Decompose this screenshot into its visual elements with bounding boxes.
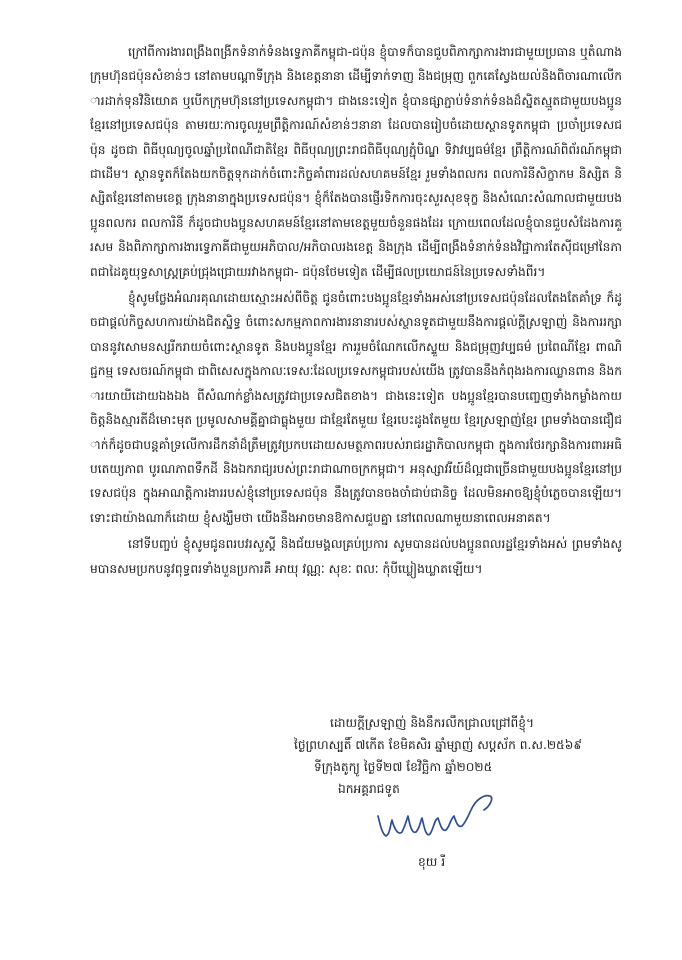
handwritten-signature bbox=[372, 786, 512, 846]
signer-name: ខុយ រី bbox=[418, 855, 446, 869]
paragraph-1: ក្រៅពីការងារពង្រឹងពង្រីកទំនាក់ទំនងទ្វេភាគីកម្ពុជា-ជប៉ុន ខ្ញុំបាទក៏បានជួបពិភាក្សាការងារជាមួយប្រធាន ឬតំណាងក្រុមហ៊ុនជប៉ុនសំខាន់ៗ នៅតាមបណ្តាទីក្រុង និងខេត្តនានា ដើម្បីទាក់ទាញ និងជម្រុញ ពួកគេស្វែងយល់និងពិចារណាលើការដាក់ទុនវិនិយោគ ឬបើកក្រុមហ៊ុននៅប្រទេសកម្ពុជា។ ជាងនេះទៀត ខ្ញុំបានផ្សាភ្ជាប់ទំនាក់ទំនងដ៏ស្និតស្មួតជាមួយបងប្អូនខ្មែរនៅប្រទេសជប៉ុន តាមរយៈការចូលរួមព្រឹត្តិការណ៍សំខាន់ៗនានា ដែលបានរៀបចំដោយស្ថានទូតកម្ពុជា ប្រចាំប្រទេសជប៉ុន ដូចជា ពិធីបុណ្យចូលឆ្នាំប្រពៃណីជាតិខ្មែរ ពិធីបុណ្យព្រះរាជពិធីបុណ្យភ្ជុំបិណ្ឌ ទិវាវប្បធម៌ខ្មែរ ព្រឹត្តិការណ៍ពិព័រណ៍កម្ពុជាជាដើម។ ស្ថានទូតក៏តែងយកចិត្តទុកដាក់ចំពោះកិច្ចគាំពារដល់សហគមន៍ខ្មែរ រួមទាំងពលករ ពលការិនីសិក្ខាកម និស្សិត និស្សិតខ្មែរនៅតាមខេត្ត ក្រុងនានាក្នុងប្រទេសជប៉ុន។ ខ្ញុំក៏តែងបានផ្ញើរទិកការចុះសួរសុខទុក្ខ និងសំណេះសំណាលជាមួយបងប្អូនពលករ ពលការិនី ក៏ដូចជាបងប្អូនសហគមន៍ខ្មែរនៅតាមខេត្តមួយចំនួនផងដែរ ក្រោយពេលដែលខ្ញុំបានជួបសំដែងការគួរសម និងពិភាក្សាការងារទ្វេភាគីជាមួយអភិបាល/អភិបាលរងខេត្ត និងក្រុង ដើម្បីពង្រឹងទំនាក់ទំនងវិជ្ជាការតែស៊ីជម្រៅនៃភាពជាដៃគូយុទ្ធសាស្ត្រគ្រប់ជ្រុងជ្រោយរវាងកម្ពុជា- ជប៉ុនថែមទៀត ដើម្បីផលប្រយោជន៍នៃប្រទេសទាំងពីរ។ bbox=[90, 45, 622, 279]
closing-salutation: ដោយក្តីស្រឡាញ់ និងនឹករលឹកជ្រាលជ្រៅពីខ្ញុំ។ bbox=[330, 716, 535, 730]
paragraph-2: ខ្ញុំសូមថ្លែងអំណរគុណដោយស្មោះអស់ពីចិត្ត ជូនចំពោះបងប្អូនខ្មែរទាំងអស់នៅប្រទេសជប៉ុនដែលតែងតែគាំទ្រ ក៏ដូចជាផ្តល់កិច្ចសហការយ៉ាងជិតស្និទ្ធ ចំពោះសកម្មភាពការងារនានារបស់ស្ថានទូតជាមួយនឹងការផ្តល់ក្តីស្រឡាញ់ និងការរក្សាបាននូវសោមនស្សរីករាយចំពោះស្ថានទូត និងបងប្អូនខ្មែរ ការរួមចំណែកលើកស្ទួយ និងជម្រុញវប្បធម៌ ប្រពៃណីខ្មែរ ពាណិជ្ជកម្ម ទេសចរណ៍កម្ពុជា ជាពិសេសក្នុងកាលៈទេសៈដែលប្រទេសកម្ពុជារបស់យើង ត្រូវបាននឹងកំពុងរងការឈ្លានពាន និងការយាយីដោយឯងឯង ពីសំណាក់ខ្លាំងសត្រូវជាប្រទេសជិតខាង។ ជាងនេះទៀត បងប្អូនខ្មែរបានបញ្ចេញទាំងកម្លាំងកាយ ចិត្តនិងស្មារតីដ៏មោះមុត ប្រមូលសាមគ្គីគ្នាជាធ្លុងមួយ ជាខ្មែរតែមួយ ខ្មែរបេះដូងតែមួយ ខ្មែរស្រឡាញ់ខ្មែរ ព្រមទាំងបានជឿជាក់ក៏ដូចជាបន្តគាំទ្រលើការដឹកនាំដ៏ត្រឹមត្រូវប្រកបដោយសមត្ថភាពរបស់រាជរដ្ឋាភិបាលកម្ពុជា ក្នុងការថែរក្សានិងការពារអធិបតេយ្យភាព បូរណភាពទឹកដី និងឯករាជ្យរបស់ព្រះរាជាណាចក្រកម្ពុជា។ អនុស្សាវរីយ៍ដ៏ល្អជាច្រើនជាមួយបងប្អូនខ្មែរនៅប្រទេសជប៉ុន ក្នុងអាណត្តិការងាររបស់ខ្ញុំនៅប្រទេសជប៉ុន នឹងត្រូវបានចងចាំជាប់ជានិច្ច ដែលមិនអាចឱ្យខ្ញុំបំភ្លេចបានឡើយ។ ទោះជាយ៉ាងណាក៏ដោយ ខ្ញុំសង្ឃឹមថា យើងនឹងអាចមានឱកាសជួបគ្នា នៅពេលណាមួយនាពេលអនាគត។ bbox=[90, 291, 622, 525]
lunar-date-line: ថ្ងៃព្រហស្បតិ៍ ៧កើត ខែមិគសិរ ឆ្នាំម្សាញ់ សប្តស័ក ព.ស.២៥៦៩ bbox=[294, 738, 582, 752]
place-date-line: ទីក្រុងតូក្យូ ថ្ងៃទី២៧ ខែវិច្ឆិកា ឆ្នាំ២០២៥ bbox=[314, 760, 493, 774]
paragraph-3: នៅទីបញ្ចប់ ខ្ញុំសូមជូនពរបវរសួស្តី និងជ័យមង្គលគ្រប់ប្រការ សូមបានដល់បងប្អូនពលរដ្ឋខ្មែរទាំងអស់ ព្រមទាំងសូមបានសមប្រកបនូវពុទ្ធពរទាំងបួនប្រការគឺ អាយុ វណ្ណៈ សុខៈ ពលៈ កុំបីឃ្លៀងឃ្លាតឡើយ។ bbox=[90, 537, 622, 576]
signer-title: ឯកអគ្គរាជទូត bbox=[338, 782, 400, 796]
letter-body bbox=[90, 40, 622, 581]
signature-stroke bbox=[378, 796, 492, 836]
